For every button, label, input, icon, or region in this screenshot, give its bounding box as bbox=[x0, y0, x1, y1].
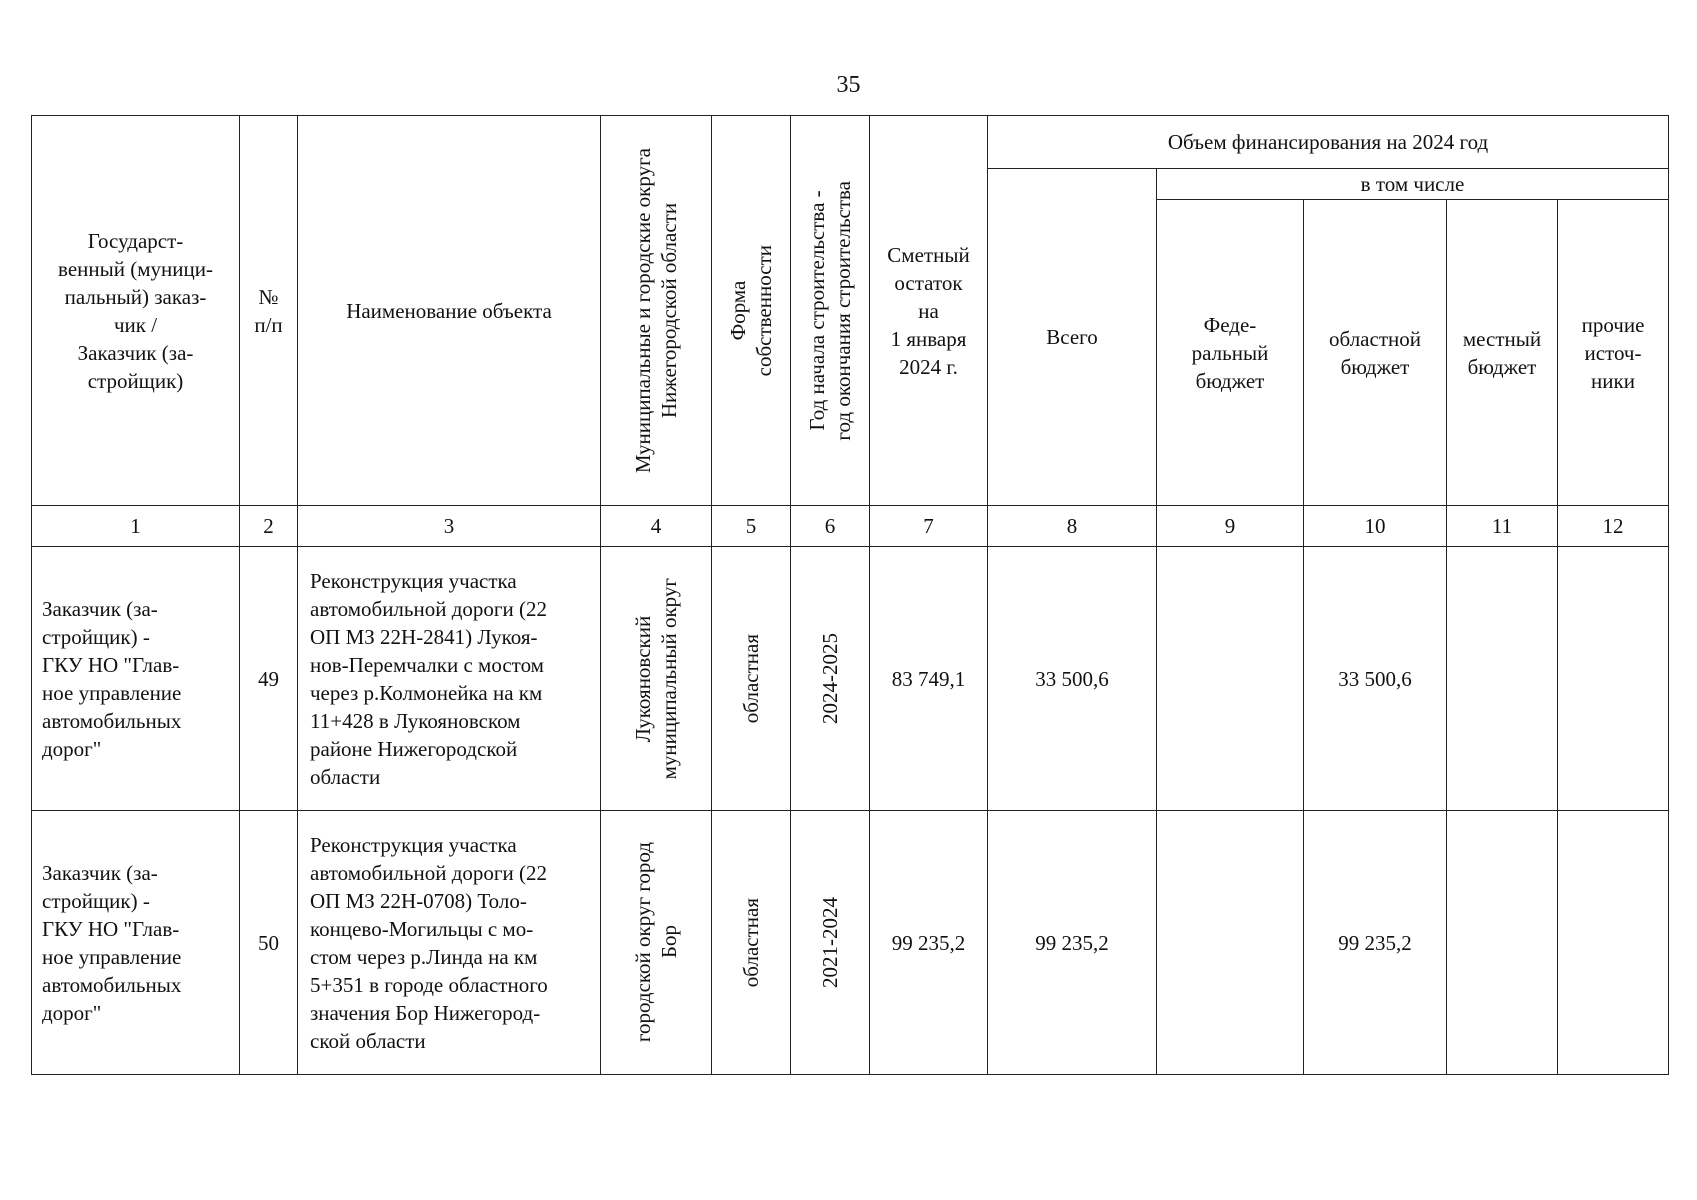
column-number: 7 bbox=[870, 506, 988, 547]
row-ownership-text: областная bbox=[739, 633, 763, 724]
column-number: 3 bbox=[298, 506, 601, 547]
column-number: 6 bbox=[791, 506, 870, 547]
row-ownership bbox=[712, 547, 791, 811]
row-estimated-balance: 83 749,1 bbox=[870, 547, 988, 811]
row-estimated-balance: 99 235,2 bbox=[870, 811, 988, 1075]
row-federal bbox=[1157, 811, 1304, 1075]
row-customer: Заказчик (за- стройщик) - ГКУ НО "Глав- ное управление автомобильных дорог" bbox=[32, 547, 240, 811]
row-number: 49 bbox=[240, 547, 298, 811]
row-ownership bbox=[712, 811, 791, 1075]
header-other: прочие источ- ники bbox=[1558, 200, 1669, 506]
column-number: 2 bbox=[240, 506, 298, 547]
row-regional: 99 235,2 bbox=[1304, 811, 1447, 1075]
row-years-text: 2024-2025 bbox=[818, 633, 842, 724]
row-local bbox=[1447, 811, 1558, 1075]
header-local: местный бюджет bbox=[1447, 200, 1558, 506]
header-object-name: Наименование объекта bbox=[298, 116, 601, 506]
row-object-name: Реконструкция участка автомобильной дороги (22 ОП МЗ 22Н-0708) Толо- концево-Могильцы с мо- стом через р.Линда на км 5+351 в городе областного значения Бор Нижегород- ской области bbox=[298, 811, 601, 1075]
header-row-number: № п/п bbox=[240, 116, 298, 506]
header-years bbox=[791, 116, 870, 506]
row-object-name: Реконструкция участка автомобильной дороги (22 ОП МЗ 22Н-2841) Лукоя- нов-Перемчалки с мостом через р.Колмонейка на км 11+428 в Лукояновском районе Нижегородской области bbox=[298, 547, 601, 811]
row-years bbox=[791, 547, 870, 811]
row-customer: Заказчик (за- стройщик) - ГКУ НО "Глав- ное управление автомобильных дорог" bbox=[32, 811, 240, 1075]
column-number: 1 bbox=[32, 506, 240, 547]
header-federal: Феде- ральный бюджет bbox=[1157, 200, 1304, 506]
header-including: в том числе bbox=[1157, 169, 1669, 200]
row-regional: 33 500,6 bbox=[1304, 547, 1447, 811]
row-other bbox=[1558, 811, 1669, 1075]
column-number-row bbox=[32, 506, 1669, 547]
row-ownership-text: областная bbox=[739, 897, 763, 988]
header-ownership-text: Форма собственности bbox=[726, 244, 776, 377]
header-row-1 bbox=[32, 116, 1669, 169]
table-row bbox=[32, 811, 1669, 1075]
page-number: 35 bbox=[836, 72, 861, 98]
row-municipality-text: Лукояновский муниципальный округ bbox=[631, 577, 681, 780]
row-municipality-text: городской округ город Бор bbox=[631, 842, 681, 1043]
row-federal bbox=[1157, 547, 1304, 811]
row-number: 50 bbox=[240, 811, 298, 1075]
column-number: 10 bbox=[1304, 506, 1447, 547]
header-customer: Государст- венный (муници- пальный) заказ- чик / Заказчик (за- стройщик) bbox=[32, 116, 240, 506]
investment-table bbox=[31, 115, 1669, 1075]
row-years-text: 2021-2024 bbox=[818, 897, 842, 988]
table-row bbox=[32, 547, 1669, 811]
header-municipality-text: Муниципальные и городские округа Нижегородской области bbox=[631, 147, 681, 474]
row-municipality bbox=[601, 547, 712, 811]
header-estimated-balance: Сметный остаток на 1 января 2024 г. bbox=[870, 116, 988, 506]
header-funding-group: Объем финансирования на 2024 год bbox=[988, 116, 1669, 169]
column-number: 12 bbox=[1558, 506, 1669, 547]
column-number: 11 bbox=[1447, 506, 1558, 547]
header-total: Всего bbox=[988, 169, 1157, 506]
row-years bbox=[791, 811, 870, 1075]
column-number: 5 bbox=[712, 506, 791, 547]
column-number: 8 bbox=[988, 506, 1157, 547]
column-number: 9 bbox=[1157, 506, 1304, 547]
header-years-text: Год начала строительства - год окончания строительства bbox=[805, 180, 855, 441]
row-total: 99 235,2 bbox=[988, 811, 1157, 1075]
column-number: 4 bbox=[601, 506, 712, 547]
row-municipality bbox=[601, 811, 712, 1075]
row-local bbox=[1447, 547, 1558, 811]
header-regional: областной бюджет bbox=[1304, 200, 1447, 506]
header-municipality bbox=[601, 116, 712, 506]
row-other bbox=[1558, 547, 1669, 811]
row-total: 33 500,6 bbox=[988, 547, 1157, 811]
header-ownership bbox=[712, 116, 791, 506]
